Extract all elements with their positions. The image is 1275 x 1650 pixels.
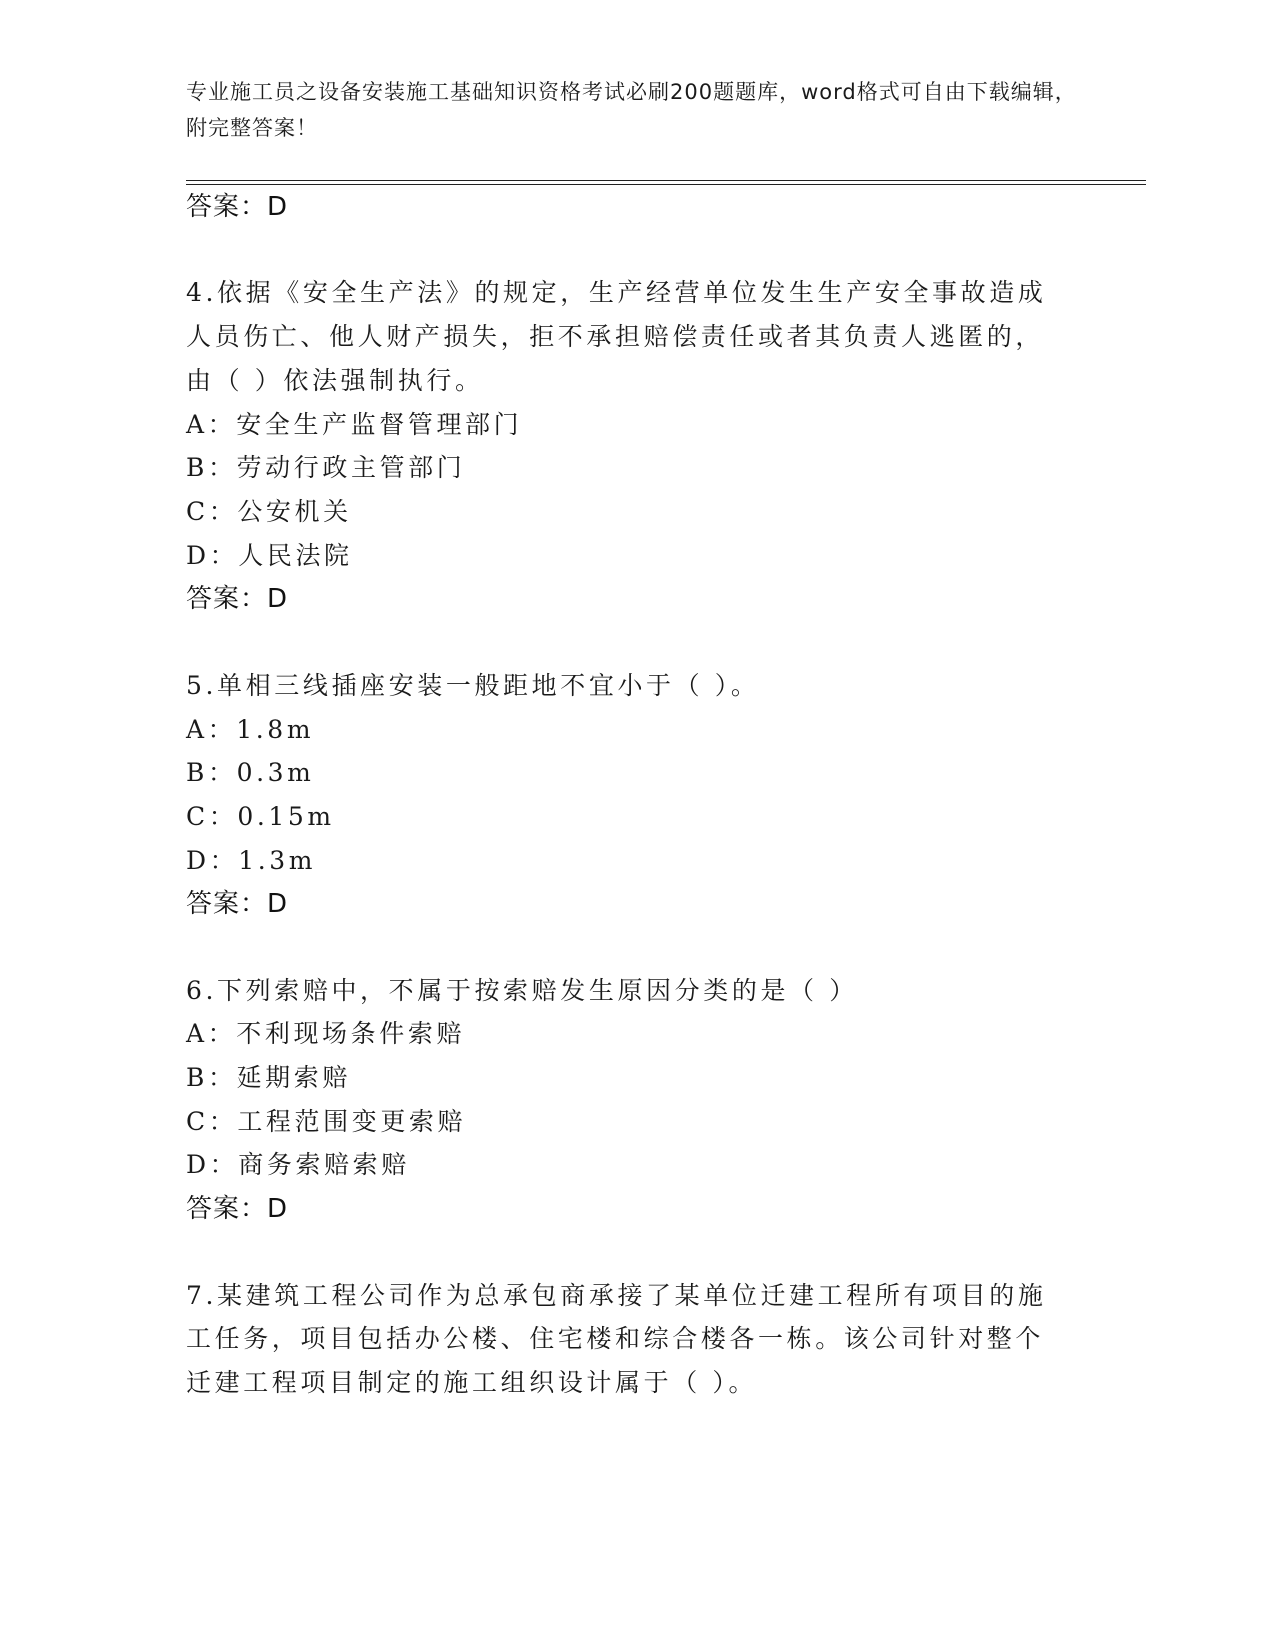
answer-q6: 答案：D [186,1194,289,1224]
question-4-stem-line-2: 人员伤亡、他人财产损失，拒不承担赔偿责任或者其负责人逃匿的， [186,322,1045,351]
question-5-option-d: D：1.3m [186,846,317,875]
document-title: 专业施工员之设备安装施工基础知识资格考试必刷200题题库，word格式可自由下载编辑，附完整答案！ [186,80,1077,140]
header-divider-bottom [186,184,1146,185]
question-7-stem-line-2: 工任务，项目包括办公楼、住宅楼和综合楼各一栋。该公司针对整个 [186,1324,1045,1353]
question-5-option-c: C：0.15m [186,802,335,831]
header-divider-top [186,180,1146,181]
question-6-option-d: D：商务索赔索赔 [186,1150,410,1179]
page-header [186,74,1086,146]
question-4-option-a: A：安全生产监督管理部门 [186,410,523,439]
question-4-option-c: C：公安机关 [186,497,352,526]
question-4-option-b: B：劳动行政主管部门 [186,453,466,482]
answer-q5: 答案：D [186,889,289,919]
question-6-option-b: B：延期索赔 [186,1063,351,1092]
question-7-stem-line-1: 7.某建筑工程公司作为总承包商承接了某单位迁建工程所有项目的施 [186,1281,1047,1310]
question-4-stem-line-3: 由（ ）依法强制执行。 [186,366,484,395]
question-5-option-a: A：1.8m [186,715,315,744]
question-5-option-b: B：0.3m [186,758,315,787]
question-6-option-a: A：不利现场条件索赔 [186,1019,466,1048]
question-4-stem-line-1: 4.依据《安全生产法》的规定，生产经营单位发生生产安全事故造成 [186,278,1047,307]
question-7-stem-line-3: 迁建工程项目制定的施工组织设计属于（ ）。 [186,1368,758,1397]
question-6-stem-line-1: 6.下列索赔中，不属于按索赔发生原因分类的是（ ） [186,976,858,1005]
question-6-option-c: C：工程范围变更索赔 [186,1107,467,1136]
answer-q3: 答案：D [186,192,289,222]
question-4-option-d: D：人民法院 [186,541,353,570]
answer-q4: 答案：D [186,584,289,614]
question-5-stem-line-1: 5.单相三线插座安装一般距地不宜小于（ ）。 [186,671,760,700]
